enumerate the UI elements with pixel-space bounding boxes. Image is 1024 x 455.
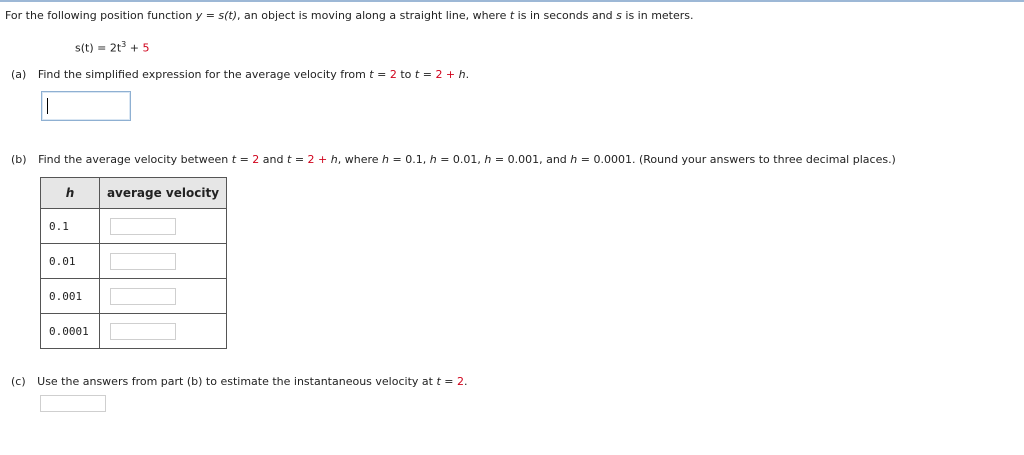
var-h: h xyxy=(458,68,466,81)
position-equation xyxy=(75,40,149,55)
var-t: t xyxy=(509,9,515,22)
var-s: s xyxy=(616,9,622,22)
var-t: t xyxy=(369,68,374,81)
given-value: 2 xyxy=(389,68,397,81)
part-c-text: Use the answers from part (b) to estimate the instantaneous velocity at xyxy=(37,375,437,388)
part-a-text: to xyxy=(396,68,415,81)
var-h: h xyxy=(330,153,338,166)
part-b-question xyxy=(11,153,896,166)
part-b-text: Find the average velocity between xyxy=(38,153,232,166)
velocity-cell xyxy=(100,314,227,349)
part-b-text: and xyxy=(259,153,287,166)
velocity-input-0.1[interactable] xyxy=(110,218,176,235)
h-value-cell: 0.1 xyxy=(41,209,100,244)
period: . xyxy=(465,68,470,81)
column-header-h xyxy=(41,178,100,209)
given-value: 2 + xyxy=(435,68,459,81)
var-t: t xyxy=(436,375,441,388)
h-value: = 0.0001. (Round your answers to three decimal places.) xyxy=(577,153,896,166)
var-h: h xyxy=(570,153,578,166)
equals: = xyxy=(291,153,308,166)
table-header-row xyxy=(41,178,227,209)
var-t: t xyxy=(287,153,292,166)
h-value: = 0.1, xyxy=(389,153,430,166)
function-notation: y = s(t) xyxy=(195,9,238,22)
text-cursor xyxy=(47,98,48,114)
intro-text: is in seconds and xyxy=(514,9,617,22)
part-b-text: , where xyxy=(337,153,383,166)
var-h: h xyxy=(429,153,437,166)
problem-intro xyxy=(5,9,694,22)
intro-text: , an object is moving along a straight line, where xyxy=(237,9,510,22)
var-t: t xyxy=(414,68,420,81)
h-value-cell: 0.0001 xyxy=(41,314,100,349)
equals: = xyxy=(236,153,253,166)
velocity-cell xyxy=(100,244,227,279)
equals: = xyxy=(373,68,390,81)
part-c-label: (c) xyxy=(11,375,26,388)
part-b-label: (b) xyxy=(11,153,27,166)
var-h: h xyxy=(484,153,492,166)
part-a-text: Find the simplified expression for the average velocity from xyxy=(37,68,370,81)
h-value-cell: 0.01 xyxy=(41,244,100,279)
velocity-cell xyxy=(100,279,227,314)
var-t: t xyxy=(231,153,237,166)
equation-constant: 5 xyxy=(142,41,150,55)
equation-lhs: s(t) = 2t xyxy=(75,41,122,55)
part-a-question xyxy=(11,68,469,81)
top-divider xyxy=(0,0,1024,2)
table-row xyxy=(41,314,227,349)
equation-exponent: 3 xyxy=(121,40,127,49)
velocity-input-0.01[interactable] xyxy=(110,253,176,270)
given-value: 2 xyxy=(457,375,464,388)
given-value: 2 xyxy=(252,153,260,166)
equals: = xyxy=(440,375,457,388)
velocity-input-0.001[interactable] xyxy=(110,288,176,305)
period: . xyxy=(464,375,468,388)
table-row xyxy=(41,279,227,314)
h-value: = 0.01, xyxy=(436,153,485,166)
equals: = xyxy=(419,68,436,81)
h-value-cell: 0.001 xyxy=(41,279,100,314)
column-header-h-label: h xyxy=(65,186,75,200)
given-value: 2 + xyxy=(307,153,331,166)
column-header-average-velocity: average velocity xyxy=(100,178,227,209)
table-row xyxy=(41,209,227,244)
equation-plus: + xyxy=(126,41,143,55)
part-c-question xyxy=(11,375,468,388)
var-h: h xyxy=(382,153,390,166)
intro-text: is in meters. xyxy=(621,9,694,22)
part-c-answer-input[interactable] xyxy=(40,395,106,412)
average-velocity-table xyxy=(40,177,227,349)
table-row xyxy=(41,244,227,279)
part-a-label: (a) xyxy=(11,68,27,81)
part-a-answer-input[interactable] xyxy=(41,91,131,121)
velocity-cell xyxy=(100,209,227,244)
velocity-input-0.0001[interactable] xyxy=(110,323,176,340)
h-value: = 0.001, and xyxy=(491,153,571,166)
intro-text: For the following position function xyxy=(5,9,196,22)
